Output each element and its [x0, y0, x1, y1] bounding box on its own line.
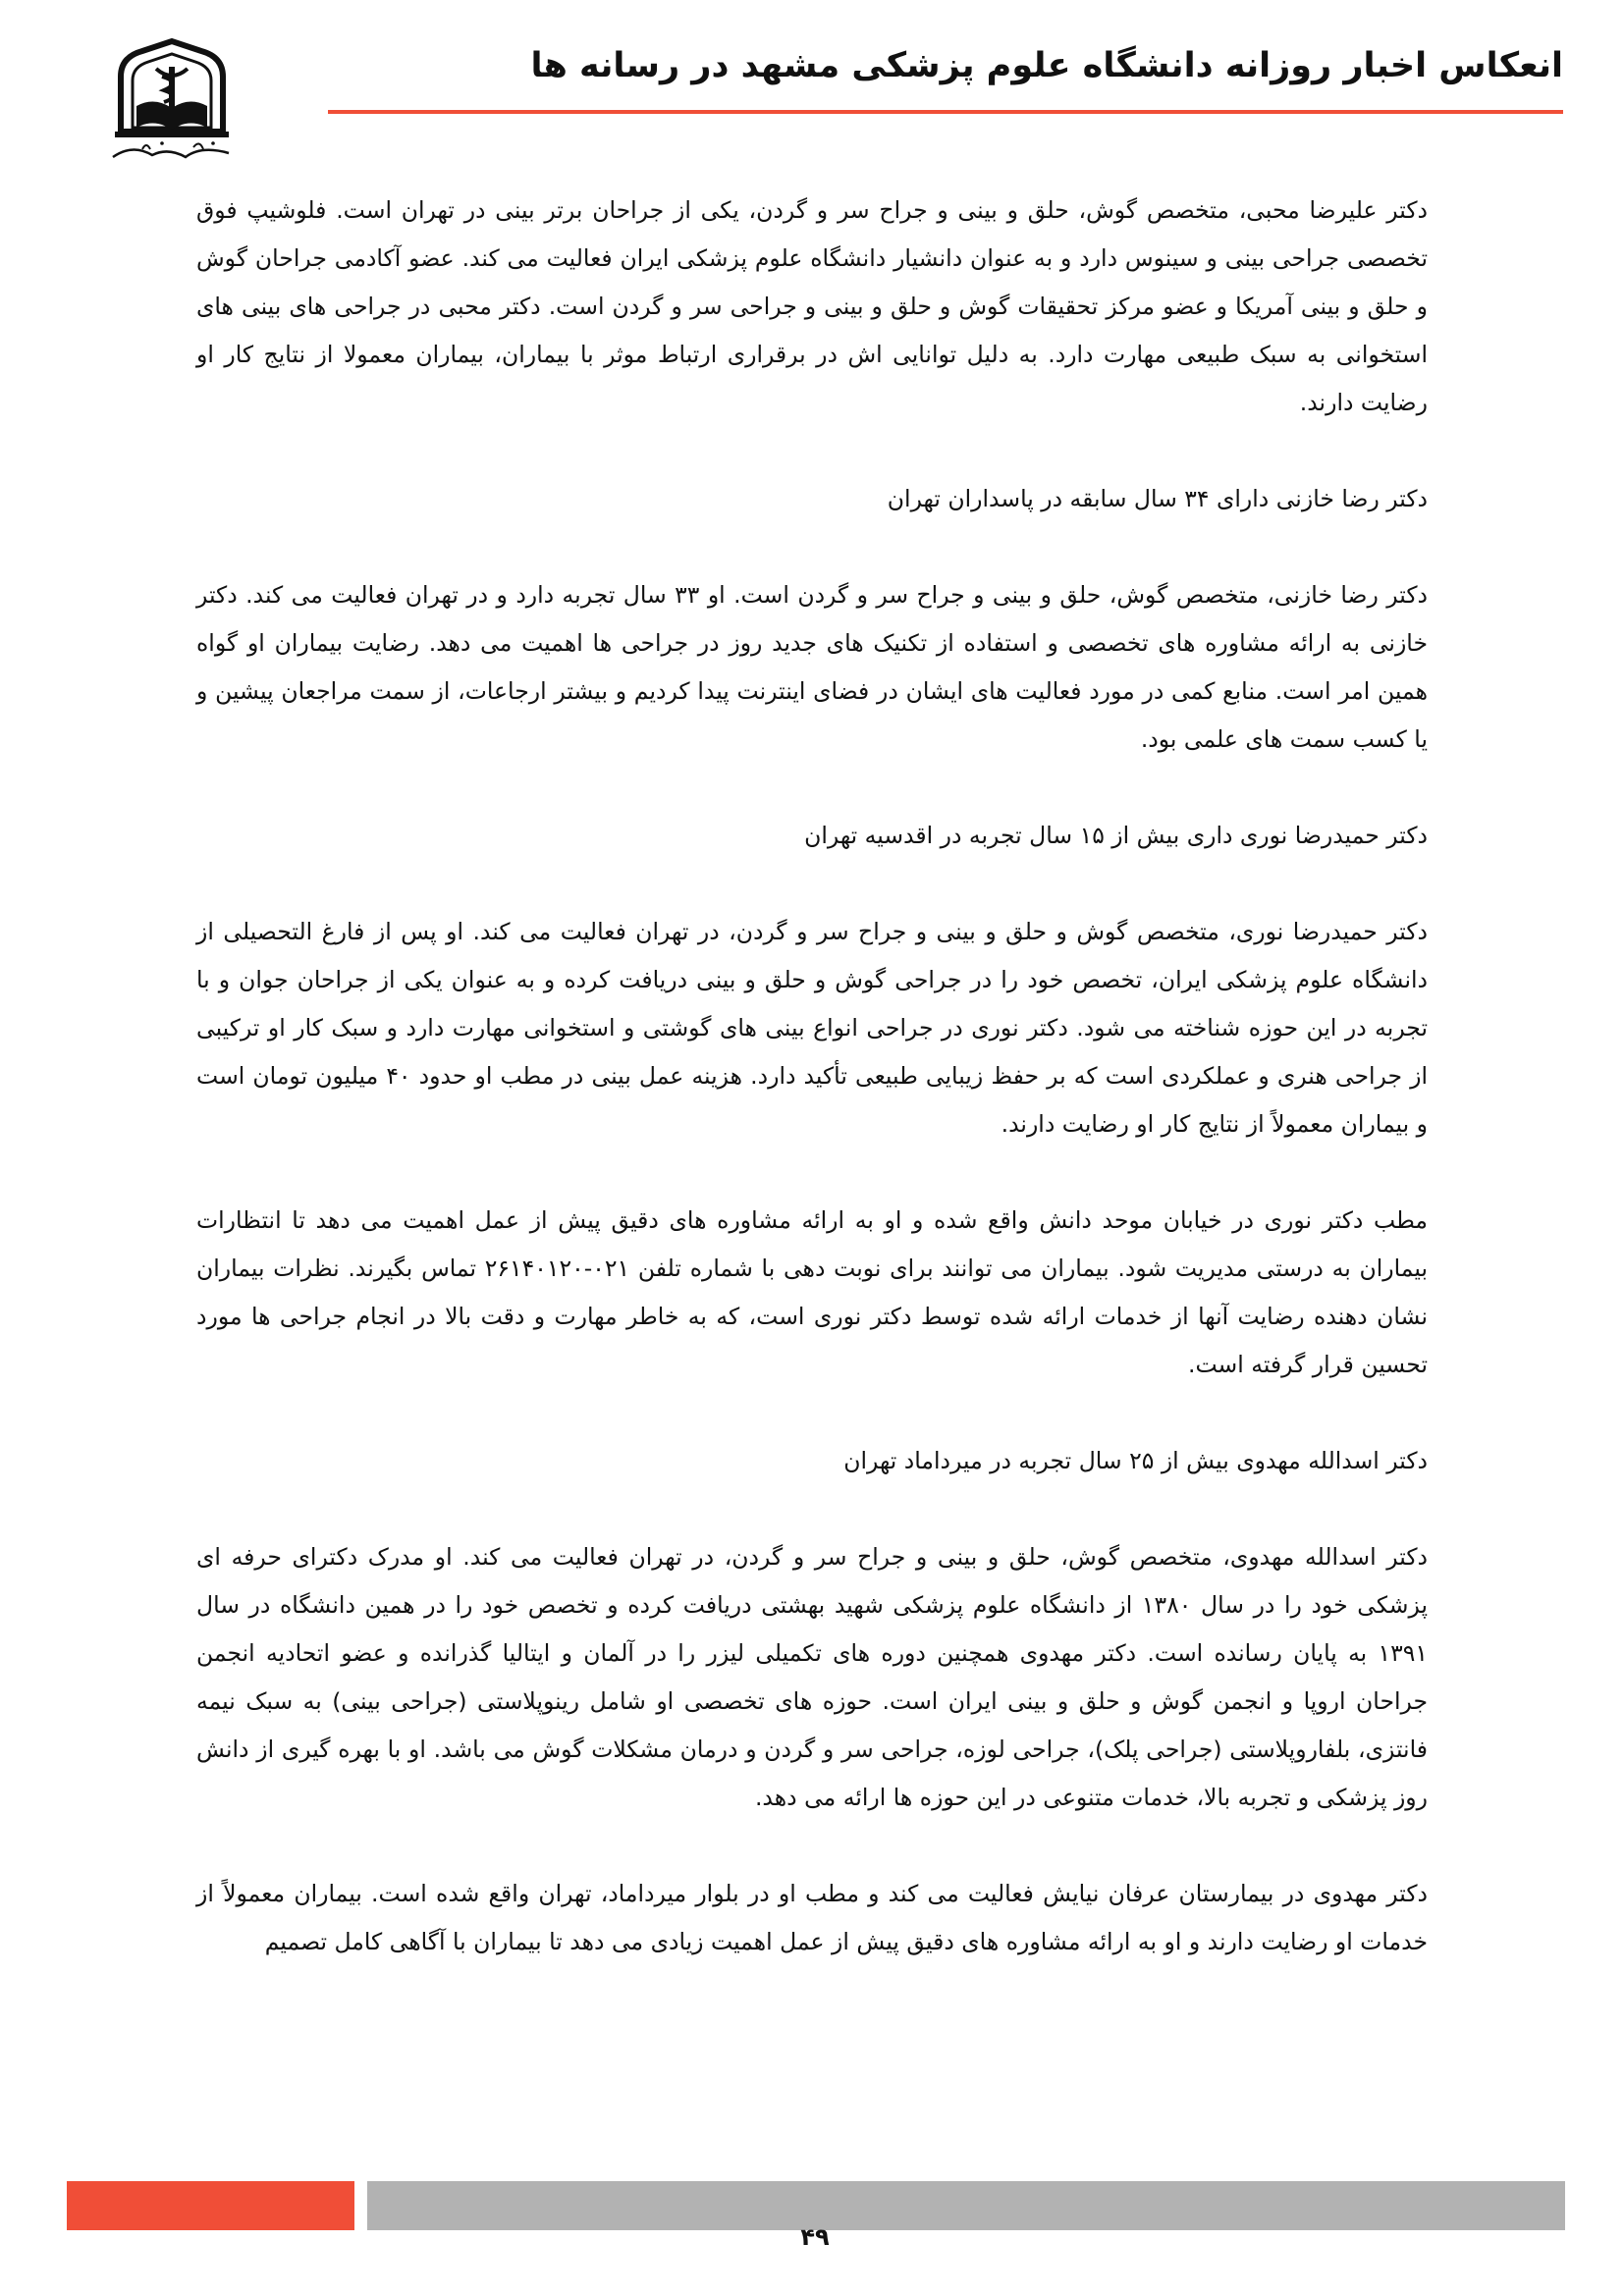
university-logo-emblem [103, 37, 241, 165]
heading-nouri: دکتر حمیدرضا نوری داری بیش از ۱۵ سال تجربه در اقدسیه تهران [804, 822, 1428, 849]
header-divider [328, 110, 1563, 114]
paragraph-nouri-office: مطب دکتر نوری در خیابان موحد دانش واقع شده و او به ارائه مشاوره های دقیق پیش از عمل اهمیت می دهد تا انتظارات بیماران به درستی مدیریت شود. بیماران می توانند برای نوبت دهی با شماره تلفن ۰۲۱-۲۶۱۴۰۱۲۰ تماس بگیرند. نظرات بیماران نشان دهنده رضایت آنها از خدمات ارائه شده توسط دکتر نوری است، که به خاطر مهارت و دقت بالا در انجام جراحی ها مورد تحسین قرار گرفته است. [196, 1206, 1429, 1378]
footer-red-bar [67, 2181, 354, 2230]
heading-mahdavi: دکتر اسدالله مهدوی بیش از ۲۵ سال تجربه در میرداماد تهران [843, 1447, 1428, 1474]
heading-khazeni: دکتر رضا خازنی دارای ۳۴ سال سابقه در پاسداران تهران [887, 485, 1428, 512]
paragraph-nouri: دکتر حمیدرضا نوری، متخصص گوش و حلق و بینی و جراح سر و گردن، در تهران فعالیت می کند. او پس از فارغ التحصیلی از دانشگاه علوم پزشکی ایران، تخصص خود را در جراحی گوش و حلق و بینی دریافت کرده و به عنوان یکی از جراحان جوان و با تجربه در این حوزه شناخته می شود. دکتر نوری در جراحی انواع بینی های گوشتی و استخوانی مهارت دارد و سبک کار او ترکیبی از جراحی هنری و عملکردی است که بر حفظ زیبایی طبیعی تأکید دارد. هزینه عمل بینی در مطب او حدود ۴۰ میلیون تومان است و بیماران معمولاً از نتایج کار او رضایت دارند. [196, 918, 1429, 1138]
page-number: ۴۹ [800, 2223, 830, 2251]
paragraph-mahdavi-office: دکتر مهدوی در بیمارستان عرفان نیایش فعالیت می کند و مطب او در بلوار میرداماد، تهران واقع شده است. بیماران معمولاً از خدمات او رضایت دارند و او به ارائه مشاوره های دقیق پیش از عمل اهمیت زیادی می دهد تا بیماران با آگاهی کامل تصمیم [196, 1880, 1428, 1955]
footer-gray-bar [367, 2181, 1565, 2230]
paragraph-khazeni: دکتر رضا خازنی، متخصص گوش، حلق و بینی و جراح سر و گردن است. او ۳۳ سال تجربه دارد و در تهران فعالیت می کند. دکتر خازنی به ارائه مشاوره های تخصصی و استفاده از تکنیک های جدید روز در جراحی ها اهمیت می دهد. رضایت بیماران او گواه همین امر است. منابع کمی در مورد فعالیت های ایشان در فضای اینترنت پیدا کردیم و بیشتر ارجاعات، از سمت مراجعان پیشین و یا کسب سمت های علمی بود. [196, 581, 1429, 753]
article-body [196, 187, 1428, 1966]
university-logo [103, 37, 241, 165]
paragraph-mohebbi: دکتر علیرضا محبی، متخصص گوش، حلق و بینی و جراح سر و گردن، یکی از جراحان برتر بینی در تهران است. فلوشیپ فوق تخصصی جراحی بینی و سینوس دارد و به عنوان دانشیار دانشگاه علوم پزشکی ایران فعالیت می کند. عضو آکادمی جراحان گوش و حلق و بینی آمریکا و عضو مرکز تحقیقات گوش و حلق و بینی و جراحی سر و گردن است. دکتر محبی در جراحی های بینی های استخوانی به سبک طبیعی مهارت دارد. به دلیل توانایی اش در برقراری ارتباط موثر با بیماران، بیماران معمولا از نتایج کار او رضایت دارند. [196, 196, 1428, 416]
paragraph-mahdavi: دکتر اسدالله مهدوی، متخصص گوش، حلق و بینی و جراح سر و گردن، در تهران فعالیت می کند. او مدرک دکترای حرفه ای پزشکی خود را در سال ۱۳۸۰ از دانشگاه علوم پزشکی شهید بهشتی دریافت کرده و تخصص خود را در همین دانشگاه در سال ۱۳۹۱ به پایان رسانده است. دکتر مهدوی همچنین دوره های تکمیلی لیزر را در آلمان و ایتالیا گذرانده و عضو اتحادیه انجمن جراحان اروپا و انجمن گوش و حلق و بینی ایران است. حوزه های تخصصی او شامل رینوپلاستی (جراحی بینی) به سبک نیمه فانتزی، بلفاروپلاستی (جراحی پلک)، جراحی لوزه، جراحی سر و گردن و درمان مشکلات گوش می باشد. او با بهره گیری از دانش روز پزشکی و تجربه بالا، خدمات متنوعی در این حوزه ها ارائه می دهد. [196, 1543, 1428, 1811]
page-header-title: انعکاس اخبار روزانه دانشگاه علوم پزشکی مشهد در رسانه ها [530, 46, 1563, 85]
